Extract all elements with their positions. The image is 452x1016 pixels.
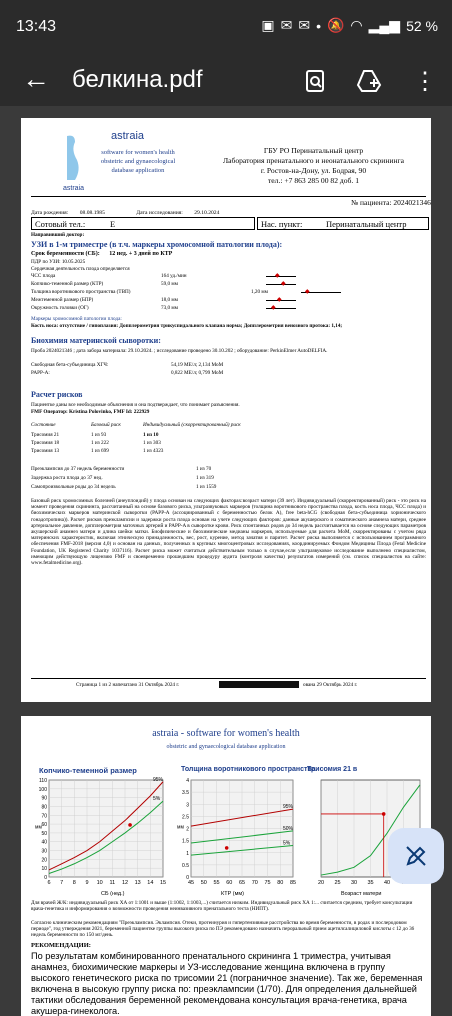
x-tick-label: 11	[109, 880, 116, 886]
uzi-title: УЗИ в 1-м триместре (в т.ч. маркеры хромосомной патологии плода):	[31, 240, 283, 249]
status-icons	[261, 17, 438, 34]
biochem-row-label: Свободная бета-субъединица ХГЧ:	[31, 362, 109, 368]
y-tick-label: 80	[41, 804, 47, 811]
patient-point	[128, 823, 132, 827]
x-tick-label: 25	[334, 880, 341, 886]
edit-pencil-icon	[403, 843, 429, 869]
pdf-page-2	[21, 716, 431, 1016]
y-tick-label: 4	[186, 778, 189, 784]
chart-3-xlabel: Возраст матери	[341, 891, 382, 897]
x-tick-label: 20	[317, 880, 325, 886]
page2-header-title: astraia - software for women's health	[152, 728, 300, 739]
risk-row-base: 1 из 93	[91, 432, 107, 438]
series-label: 5%	[283, 840, 291, 847]
x-tick-label: 50	[200, 880, 207, 886]
y-tick-label: 3.5	[182, 790, 189, 797]
footer-right: ована 29 Октябрь 2024 г.	[303, 682, 358, 688]
uzi-row-value: 164 уд./мин	[161, 273, 187, 279]
org-line-1: ГБУ РО Перинатальный центр	[263, 146, 364, 155]
x-tick-label: 9	[85, 880, 89, 886]
biochem-row-value: 54,19 МЕ/л; 2,134 МоМ	[171, 362, 224, 368]
risk-explanation: Базовый риск хромосомных болезней (анеуплоидий) у плода основан на следующих факторах:возраст матери (39 лет). Индивидуальный (скорректированный) риск - это риск на момент проведения скрининга, рассчитанный на основе базового риска, ультразвуковых маркеров (толщина воротникового пространства плода, кость носа плода, ЧСС плода) и биохимических маркеров материнской сыворотки (PAPP-A (ассоциированный с беременностью белок А), free beta-hCG (свободная бета-субъединица хорионического гонадотропина)). Расчет рисков преэклампсии и задержки роста плода основан на учете следующих факторов: данные акушерского и соматического анамнеза матери, среднее артериальное давление, допплерометрия маточных артерий и PAPP-A в сыворотке крови. Риск спонтанных родов до 34 недель рассчитывается на основе следующих параметров акушерский анамнез матери и длина шейки матки. Биофизические и биохимические медианы маркеров, используемые для расчета MoM, скорректированы с учетом ряда материнских характеристик, включая этническую принадлежность, вес, рост, курение, метод зачатия и паритет. Расчет риска выполняется с использованием программного обеспечения FMF-2018 (версия 4,0) и основан на данных, полученных в крупных многоцентровых исследованиях, координируемых Фондом Медицины Плода (Fetal Medicine Foundation, UK Registered Charity 1037116). Расчет риска может считаться действительным только в случае,если ультразвуковое исследование выполнено специалистом, имеющим действующую лицензию FMF и своевременно прошедшим процедуру аудита (контроля качества) результатов измерений (см. список специалистов на сайте: www.fetalmedicine.org).	[31, 498, 426, 567]
uzi-row-label: Толщина воротникового пространства (ТВП)	[31, 289, 131, 295]
drive-upload-icon[interactable]	[354, 66, 384, 96]
mute-icon: 🔕	[326, 17, 345, 33]
biochem-title: Биохимия материнской сыворотки:	[31, 336, 161, 345]
y-tick-label: 1.5	[182, 838, 189, 845]
x-tick-label: 15	[159, 880, 167, 886]
risk-row-individual: 1 из 303	[143, 440, 161, 446]
phone-value: E	[110, 219, 116, 229]
uzi-range-marker: ◆	[281, 281, 286, 287]
redaction-bar	[219, 681, 299, 688]
y-tick-label: 3	[186, 802, 189, 809]
risk-extra-value: 1 из 70	[196, 466, 212, 472]
y-tick-label: 0	[186, 875, 189, 881]
x-tick-label: 55	[213, 880, 220, 886]
phone-label: Сотовый тел.:	[35, 219, 86, 229]
uzi-row-label: Окружность головки (ОГ)	[31, 305, 89, 311]
uzi-range-marker: ◆	[275, 273, 280, 279]
risk-row-individual: 1 из 4323	[143, 448, 164, 454]
risk-extra-row	[31, 475, 331, 484]
uzi-row-value: 73,0 мм	[161, 305, 178, 311]
risk-operator: FMF Оператор: Kristina Polovinko, FMF Id: 222929	[31, 409, 150, 415]
exam-date-value: 29.10.2024	[194, 210, 220, 216]
recs-label: РЕКОМЕНДАЦИИ:	[31, 942, 91, 949]
risk-row-state: Трисомия 21	[31, 432, 60, 438]
patient-number-label: № пациента:	[351, 198, 392, 207]
risk-row-state: Трисомия 18	[31, 440, 60, 446]
risk-note: Пациентке даны все необходимые объяснения и она подтверждает, что понимает разъяснения.	[31, 402, 240, 408]
y-tick-label: 2	[186, 826, 189, 833]
risk-extra-label: Преэклампсия до 37 недель беременности	[31, 466, 125, 472]
x-tick-label: 8	[72, 880, 76, 886]
patient-number	[351, 198, 431, 207]
chart-3-title: Трисомия 21 в	[307, 766, 358, 773]
place-value: Перинатальный центр	[326, 219, 407, 229]
x-tick-label: 60	[226, 880, 233, 886]
uzi-row	[31, 281, 351, 289]
y-tick-label: 0	[44, 875, 47, 881]
x-tick-label: 12	[121, 880, 129, 886]
markers-title: Маркеры хромосомной патологии плода:	[31, 316, 122, 322]
risk-row-state: Трисомия 13	[31, 448, 60, 454]
risk-extra-value: 1 из 1559	[196, 484, 217, 490]
x-tick-label: 65	[238, 880, 246, 886]
y-tick-label: 50	[41, 830, 47, 837]
crl-chart	[29, 776, 169, 891]
uzi-row	[31, 289, 351, 297]
x-tick-label: 6	[47, 880, 51, 886]
patient-point	[225, 846, 229, 850]
heart-line: Сердечная деятельность плода определяется	[31, 266, 130, 272]
uzi-row	[31, 305, 351, 313]
patient-number-value: 2024021346	[393, 198, 431, 207]
org-phone: тел.: +7 863 285 00 82 доб. 1	[267, 176, 360, 185]
y-tick-label: 110	[39, 778, 47, 784]
app-bar	[0, 56, 452, 106]
x-tick-label: 14	[147, 880, 154, 886]
logo-tagline	[83, 148, 193, 175]
uzi-row-label: Межтеменной размер (БПР)	[31, 297, 94, 303]
status-bar	[0, 0, 452, 56]
biochem-row-value: 0,822 МЕ/л; 0,799 МоМ	[171, 370, 224, 376]
drive-upload-icon-svg	[356, 69, 382, 93]
x-tick-label: 45	[187, 880, 195, 886]
x-tick-label: 80	[277, 880, 284, 886]
uzi-row-label: Копчико-теменной размер (КТР)	[31, 281, 104, 287]
back-arrow-icon[interactable]: ←	[22, 63, 50, 94]
message-icon: ✉	[280, 17, 293, 33]
x-tick-label: 40	[383, 880, 391, 886]
biochem-row	[31, 370, 331, 378]
org-address: г. Ростов-на-Дону, ул. Бодрая, 90	[260, 166, 367, 175]
footer-divider	[31, 678, 426, 679]
more-options-icon[interactable]: ⋮	[413, 67, 437, 95]
wifi-icon: ◠	[350, 17, 363, 33]
y-tick-label: 1	[186, 850, 189, 857]
x-tick-label: 13	[134, 880, 141, 886]
x-tick-label: 75	[264, 880, 271, 886]
risk-row	[31, 448, 331, 456]
y-tick-label: 0.5	[182, 862, 189, 869]
logo-line-2: obstetric and gynaecological	[100, 158, 176, 165]
risk-row-base: 1 из 222	[91, 440, 109, 446]
y-tick-label: 30	[41, 848, 47, 855]
chart-2-title: Толщина воротникового пространства	[181, 766, 316, 773]
gallery-icon: ▣	[261, 17, 275, 33]
risk-table	[31, 422, 331, 456]
risk-head-base: Базовый риск	[91, 422, 121, 428]
y-tick-label: 90	[41, 795, 47, 802]
signal-icon: ▂▄▆	[368, 17, 401, 33]
uzi-range-marker: ◆	[305, 289, 310, 295]
uzi-row	[31, 273, 351, 281]
risk-table-head	[31, 422, 331, 432]
series-label: 50%	[283, 825, 294, 832]
y-tick-label: 20	[41, 857, 47, 864]
uzi-range-bar	[266, 276, 296, 277]
risk-title: Расчет рисков	[31, 390, 83, 399]
org-line-2: Лаборатория пренатального и неонатального скрининга	[222, 156, 405, 165]
y-tick-label: 100	[38, 786, 47, 793]
y-tick-label: 60	[41, 822, 47, 829]
recs-text: По результатам комбинированного пренатального скрининга 1 триместра, учитывая анамнез, биохимические маркеры и УЗ-исследование женщина включена в группу высокого генетического риска по трисомии 21 (пограничное значение). Так же, беременная включена в высокую группу риска по: преэклампсии (1/70). Для определения дальнейшей тактики обследования беременной рекомендована консультация врача-генетика, врача акушера-гинеколога.	[31, 951, 423, 1016]
biochem-row	[31, 362, 331, 370]
search-in-document-icon-svg	[304, 69, 326, 93]
markers-text: Кость носа: отсутствие / гипоплазия: Допплерометрия трикуспидального клапана норма; Допплерометрия венозного протока: 1,14;	[31, 323, 343, 329]
patient-point	[382, 812, 386, 816]
referral-label: Направивший доктор:	[31, 232, 85, 238]
uzi-row-value: 59,0 мм	[161, 281, 178, 287]
nt-chart	[171, 776, 299, 891]
phone-box	[31, 217, 255, 230]
biochem-rows	[31, 362, 331, 378]
uzi-range-marker: ◆	[271, 305, 276, 311]
y-tick-label: 70	[41, 813, 47, 820]
mail-icon: ✉	[298, 17, 311, 33]
risk-head-state: Состояние	[31, 422, 56, 428]
logo-word: astraia	[63, 185, 85, 192]
series-label: 95%	[283, 804, 294, 811]
risk-row	[31, 440, 331, 448]
risk-extra	[31, 466, 331, 493]
x-tick-label: 70	[251, 880, 258, 886]
page2-text-1: Для врачей Ж/К: индивидуальный риск ХА от 1:1001 и выше (1:1002, 1:1003,...) считается низким. Индивидуальный риск ХА 1:... считается средним, требует консультации врача-генетика и информирования о возможности проведения неинвазивного пренатального теста (НИПТ).	[31, 900, 413, 913]
chart-1-title: Копчико-теменной размер	[39, 766, 137, 775]
search-in-document-icon[interactable]	[300, 66, 330, 96]
logo-line-1: software for women's health	[101, 149, 175, 156]
y-axis-label: мм	[177, 824, 184, 831]
y-tick-label: 40	[41, 839, 47, 846]
logo-line-3: database application	[111, 167, 165, 174]
patient-dates	[31, 210, 426, 216]
risk-head-individual: Индивидуальный (скорректированный) риск	[143, 422, 241, 428]
battery-text: 52 %	[406, 17, 438, 34]
risk-row	[31, 432, 331, 440]
term-value: 12 нед. + 3 дней по КТР	[109, 251, 173, 257]
risk-row-individual: 1 из 10	[143, 432, 159, 438]
y-tick-label: 2.5	[182, 814, 189, 821]
uzi-row-value: 1,20 мм	[251, 289, 268, 295]
y-tick-label: 10	[41, 866, 47, 873]
biochem-row-label: PAPP-A:	[31, 370, 50, 376]
footer-left: Страница 1 из 2 напечатано 31 Октябрь 2024 г.	[76, 682, 180, 688]
edit-fab-button[interactable]	[388, 828, 444, 884]
series-label: 5%	[153, 796, 161, 803]
uzi-row-label: ЧСС плода	[31, 273, 56, 279]
logo-brand: astraia	[111, 130, 145, 142]
page2-text-2: Согласно клиническим рекомендациям "Преэклампсия. Эклампсия. Отеки, протеинурия и гипертензивные расстройства во время беременности, в родах и послеродовом периоде", год утверждения 2021, беременной пациентке группы высокого риска по ПЭ рекомендовано назначить пероральный прием ацетилсалициловой кислоты с 12 до 36 недель беременности по 150 мг/день.	[31, 920, 415, 939]
pdr-line: ПДР по УЗИ: 10.05.2025	[31, 259, 86, 265]
uzi-range-marker: ◆	[277, 297, 282, 303]
x-tick-label: 10	[96, 880, 103, 886]
risk-row-base: 1 из 699	[91, 448, 109, 454]
plot-area	[49, 780, 163, 877]
risk-extra-row	[31, 484, 331, 493]
risk-extra-row	[31, 466, 331, 475]
clinic-header	[206, 146, 421, 186]
place-label: Нас. пункт:	[261, 219, 303, 229]
uzi-row-value: 18,0 мм	[161, 297, 178, 303]
x-tick-label: 30	[350, 880, 358, 886]
place-box	[257, 217, 429, 230]
y-axis-label: мм	[35, 824, 42, 831]
dot-icon: •	[316, 17, 321, 34]
uzi-row	[31, 297, 351, 305]
term-row	[31, 251, 172, 259]
document-title: белкина.pdf	[72, 66, 203, 93]
dob-label: Дата рождения:	[31, 210, 69, 216]
x-tick-label: 7	[60, 880, 64, 886]
pdf-page-1	[21, 118, 431, 702]
status-time: 13:43	[16, 18, 57, 35]
uzi-measurements	[31, 273, 351, 313]
dob-value: 08.08.1985	[79, 210, 105, 216]
series-label: 95%	[153, 776, 164, 783]
x-tick-label: 35	[367, 880, 374, 886]
risk-extra-label: Самопроизвольные роды до 34 недель	[31, 484, 116, 490]
term-label: Срок беременности (СБ):	[31, 251, 100, 257]
exam-date-label: Дата исследования:	[136, 210, 183, 216]
biochem-sample: Проба 2024021346 ; дата забора материала: 29.10.2024. ; исследование проведено 30.10.202 ; оборудование: PerkinElmer AutoDELFIA.	[31, 348, 328, 354]
risk-extra-label: Задержка роста плода до 37 нед.	[31, 475, 103, 481]
x-tick-label: 85	[289, 880, 297, 886]
divider	[31, 196, 426, 197]
chart-1-xlabel: СБ (нед.)	[101, 891, 125, 897]
chart-2-xlabel: КТР (мм)	[221, 891, 244, 897]
risk-extra-value: 1 из 319	[196, 475, 214, 481]
page2-header-sub: obstetric and gynaecological database application	[166, 744, 286, 750]
